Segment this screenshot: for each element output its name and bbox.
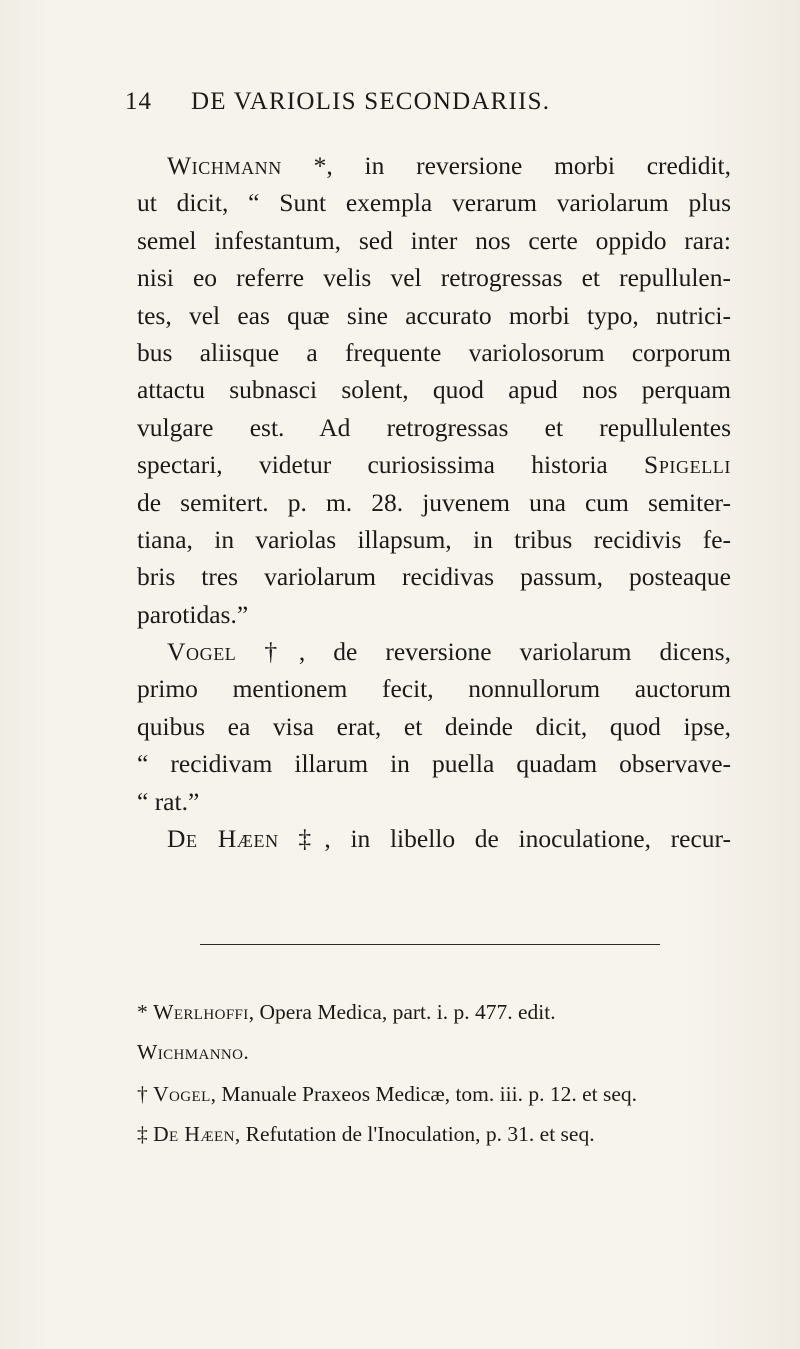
author-name: Wichmanno.	[137, 1040, 250, 1064]
text-run: *, in reversione morbi credidit,	[281, 151, 731, 180]
text-line: tes, vel eas quæ sine accurato morbi typo, nutrici-	[137, 300, 731, 330]
author-name: De Hæen	[167, 824, 279, 854]
text-line: vulgare est. Ad retrogressas et repullulentes	[137, 412, 731, 442]
text-line	[137, 633, 731, 670]
text-run: spectari, videtur curiosissima historia	[137, 450, 645, 480]
footnote-mark: †	[137, 1082, 154, 1106]
text-line: ut dicit, “ Sunt exempla verarum variolarum plus	[137, 188, 731, 218]
running-title: DE VARIOLIS SECONDARIIS.	[191, 88, 551, 115]
text-run: , Manuale Praxeos Medicæ, tom. iii. p. 12. et seq.	[210, 1082, 638, 1106]
text-line: attactu subnasci solent, quod apud nos perquam	[137, 375, 731, 405]
text-line: “ rat.”	[137, 786, 200, 816]
text-line	[137, 147, 731, 184]
page-number: 14	[125, 88, 152, 115]
author-name: Wichmann	[167, 151, 282, 180]
author-name: Vogel	[153, 1082, 211, 1106]
text-line: primo mentionem fecit, nonnullorum auctorum	[137, 674, 731, 704]
text-line: de semitert. p. m. 28. juvenem una cum semiter-	[137, 487, 731, 517]
text-run: †, de reversione variolarum dicens,	[236, 637, 731, 667]
text-line: bus aliisque a frequente variolosorum corporum	[137, 337, 731, 367]
text-line: parotidas.”	[137, 599, 249, 629]
text-line: semel infestantum, sed inter nos certe oppido rara:	[137, 225, 731, 255]
author-name: De Hæen	[153, 1122, 235, 1146]
footnote-mark: ‡	[137, 1122, 154, 1146]
text-line	[137, 820, 731, 857]
footnotes	[137, 992, 737, 1154]
text-line: quibus ea visa erat, et deinde dicit, quod ipse,	[137, 711, 731, 741]
main-text	[137, 147, 731, 857]
text-line: tiana, in variolas illapsum, in tribus recidivis fe-	[137, 524, 731, 554]
footnote	[137, 992, 737, 1032]
text-run: , Opera Medica, part. i. p. 477. edit.	[248, 1000, 556, 1024]
author-name: Vogel	[167, 637, 237, 667]
running-header	[125, 88, 645, 124]
footnote-mark: *	[137, 1000, 154, 1024]
text-line: nisi eo referre velis vel retrogressas et repullulen-	[137, 263, 731, 293]
text-line	[137, 446, 731, 483]
author-name: Spigelli	[644, 450, 731, 480]
footnote-continuation	[137, 1032, 737, 1074]
author-name: Werlhoffi	[153, 1000, 249, 1024]
text-line: “ recidivam illarum in puella quadam observave-	[137, 749, 731, 779]
text-line: bris tres variolarum recidivas passum, posteaque	[137, 562, 731, 592]
text-run: , Refutation de l'Inoculation, p. 31. et seq.	[234, 1122, 595, 1146]
footnote-divider	[200, 944, 660, 945]
text-run: ‡, in libello de inoculatione, recur-	[278, 824, 731, 854]
footnote	[137, 1074, 737, 1114]
footnote	[137, 1114, 737, 1154]
